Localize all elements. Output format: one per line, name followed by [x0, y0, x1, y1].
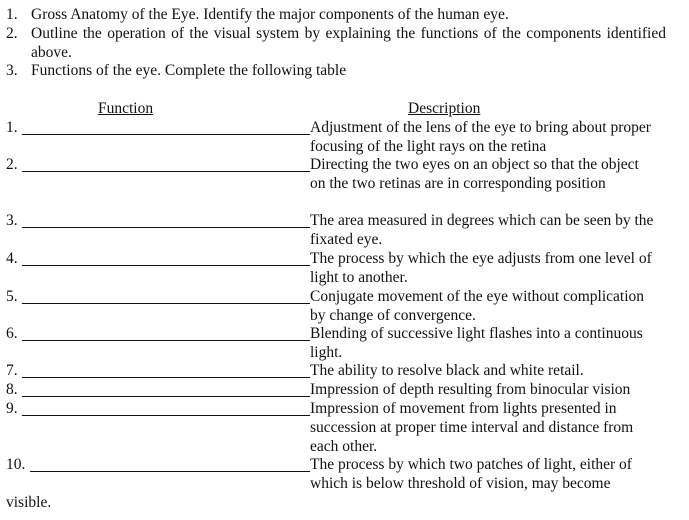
- function-answer-blank[interactable]: [22, 303, 310, 304]
- function-answer-blank[interactable]: [22, 134, 310, 135]
- question-1: 1. Gross Anatomy of the Eye. Identify the major components of the human eye.: [6, 6, 509, 23]
- row-description: Conjugate movement of the eye without complication by change of convergence.: [310, 288, 645, 324]
- row-number: 8.: [6, 381, 18, 398]
- function-answer-blank[interactable]: [22, 377, 310, 378]
- row-number: 1.: [6, 119, 18, 136]
- row-number: 5.: [6, 288, 18, 305]
- row-number: 3.: [6, 212, 18, 229]
- function-answer-blank[interactable]: [22, 415, 310, 416]
- row-number: 6.: [6, 325, 18, 342]
- row-description: Directing the two eyes on an object so that the object on the two retinas are in corresponding position: [310, 156, 639, 192]
- row-description: The ability to resolve black and white retail.: [310, 362, 584, 379]
- function-answer-blank[interactable]: [22, 265, 310, 266]
- function-answer-blank[interactable]: [22, 227, 310, 228]
- function-answer-blank[interactable]: [30, 471, 310, 472]
- row-description: Impression of depth resulting from binocular vision: [310, 381, 631, 398]
- question-3: 3. Functions of the eye. Complete the following table: [6, 62, 347, 79]
- row-number: 4.: [6, 250, 18, 267]
- row-description: Adjustment of the lens of the eye to bring about proper focusing of the light rays on the retina: [310, 119, 651, 155]
- row-description: The process by which two patches of light, either of which is below threshold of vision, may become: [310, 456, 632, 492]
- function-answer-blank[interactable]: [22, 396, 310, 397]
- row-description: Blending of successive light flashes into a continuous light.: [310, 325, 643, 361]
- row-number: 2.: [6, 156, 18, 173]
- row-description: Impression of movement from lights presented in succession at proper time interval and distance from each other.: [310, 400, 634, 455]
- trailing-text: visible.: [6, 494, 52, 511]
- question-2: 2. Outline the operation of the visual system by explaining the functions of the components identified above.: [6, 25, 666, 61]
- row-description: The area measured in degrees which can be seen by the fixated eye.: [310, 212, 654, 248]
- function-answer-blank[interactable]: [22, 171, 310, 172]
- description-header: Description: [408, 100, 481, 117]
- function-answer-blank[interactable]: [22, 340, 310, 341]
- row-description: The process by which the eye adjusts from one level of light to another.: [310, 250, 652, 286]
- row-number: 7.: [6, 362, 18, 379]
- row-number: 9.: [6, 400, 18, 417]
- function-header: Function: [98, 100, 154, 117]
- row-number: 10.: [6, 456, 26, 473]
